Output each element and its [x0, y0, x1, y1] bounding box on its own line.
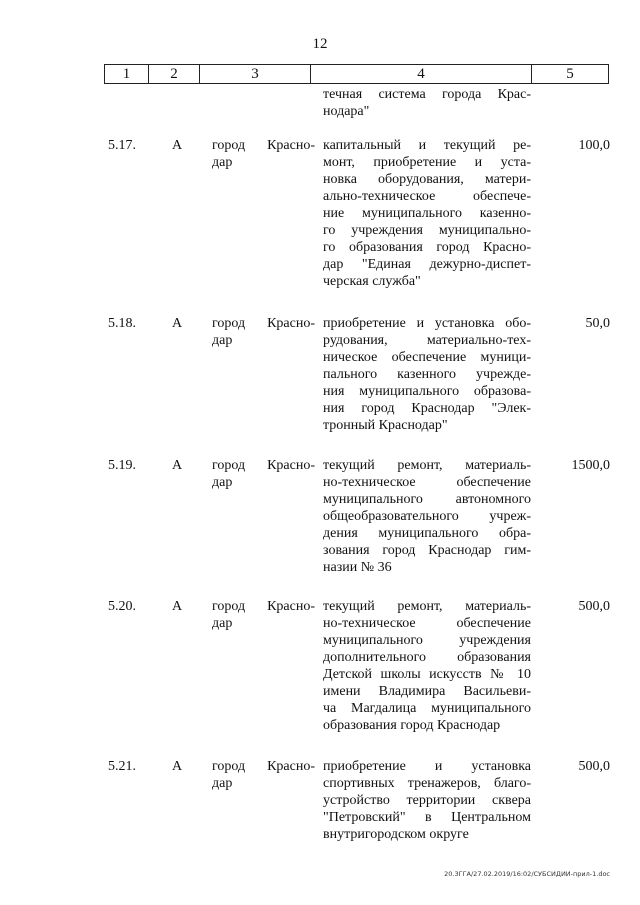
desc-line: дар "Единая дежурно-диспет-	[323, 257, 531, 272]
continued-line: течная система города Крас-	[323, 87, 531, 102]
place-word: город	[212, 458, 246, 473]
desc-line: го образования город Красно-	[323, 240, 531, 255]
place-word: город	[212, 599, 246, 614]
desc-line: рудования, материально-тех-	[323, 333, 531, 348]
desc-line: назии № 36	[323, 560, 392, 575]
place-word: Красно-	[267, 599, 315, 614]
desc-line: но-техническое обеспечение	[323, 616, 531, 631]
desc-line: ния город Краснодар "Элек-	[323, 401, 531, 416]
row-amount: 100,0	[578, 138, 610, 153]
desc-line: дения муниципального обра-	[323, 526, 531, 541]
desc-line: устройство территории сквера	[323, 793, 531, 808]
row-place	[212, 315, 315, 349]
row-amount: 500,0	[578, 759, 610, 774]
desc-line: общеобразовательного учреж-	[323, 509, 531, 524]
desc-line: но-техническое обеспечение	[323, 475, 531, 490]
continued-line: нодара"	[323, 104, 370, 119]
desc-line: новка оборудования, матери-	[323, 172, 531, 187]
column-header-2: 2	[149, 65, 200, 84]
row-place	[212, 758, 315, 792]
desc-line: тронный Краснодар"	[323, 418, 448, 433]
desc-line: монт, приобретение и уста-	[323, 155, 531, 170]
place-word: город	[212, 316, 246, 331]
row-amount: 1500,0	[571, 458, 610, 473]
place-word: Красно-	[267, 759, 315, 774]
column-header-5: 5	[532, 65, 609, 84]
desc-line: приобретение и установка	[323, 759, 531, 774]
desc-line: текущий ремонт, материаль-	[323, 599, 531, 614]
place-word: город	[212, 759, 246, 774]
document-footer: 20.3ГГА/27.02.2019/16:02/СУБСИДИИ-прил-1.doc	[444, 870, 610, 878]
row-number: 5.20.	[108, 599, 136, 614]
desc-line: имени Владимира Васильеви-	[323, 684, 531, 699]
desc-line: ническое обеспечение муници-	[323, 350, 531, 365]
place-word: дар	[212, 333, 233, 348]
desc-line: образования город Краснодар	[323, 718, 501, 733]
desc-line: приобретение и установка обо-	[323, 316, 531, 331]
desc-line: дополнительного образования	[323, 650, 531, 665]
row-category: А	[172, 458, 183, 473]
desc-line: "Петровский" в Центральном	[323, 810, 531, 825]
row-number: 5.17.	[108, 138, 136, 153]
place-word: город	[212, 138, 246, 153]
desc-line: го учреждения муниципально-	[323, 223, 531, 238]
desc-line: внутригородском округе	[323, 827, 469, 842]
row-category: А	[172, 138, 183, 153]
row-category: А	[172, 759, 183, 774]
row-category: А	[172, 316, 183, 331]
row-place	[212, 457, 315, 491]
desc-line: текущий ремонт, материаль-	[323, 458, 531, 473]
desc-line: спортивных тренажеров, благо-	[323, 776, 531, 791]
place-word: дар	[212, 475, 233, 490]
row-description	[323, 598, 531, 734]
place-word: дар	[212, 616, 233, 631]
continued-description	[323, 86, 531, 120]
desc-line: капитальный и текущий ре-	[323, 138, 531, 153]
desc-line: Детской школы искусств № 10	[323, 667, 531, 682]
column-header-3: 3	[200, 65, 311, 84]
row-description	[323, 315, 531, 434]
column-header-table	[104, 64, 609, 84]
row-number: 5.19.	[108, 458, 136, 473]
place-word: дар	[212, 776, 233, 791]
row-number: 5.21.	[108, 759, 136, 774]
desc-line: пального казенного учрежде-	[323, 367, 531, 382]
desc-line: муниципального автономного	[323, 492, 531, 507]
column-header-1: 1	[105, 65, 149, 84]
desc-line: муниципального учреждения	[323, 633, 531, 648]
row-place	[212, 598, 315, 632]
desc-line: зования город Краснодар гим-	[323, 543, 531, 558]
page-number: 12	[312, 36, 328, 52]
place-word: Красно-	[267, 316, 315, 331]
row-description	[323, 137, 531, 290]
desc-line: ние муниципального казенно-	[323, 206, 531, 221]
row-place	[212, 137, 315, 171]
desc-line: ально-техническое обеспече-	[323, 189, 531, 204]
row-category: А	[172, 599, 183, 614]
place-word: Красно-	[267, 138, 315, 153]
row-number: 5.18.	[108, 316, 136, 331]
place-word: Красно-	[267, 458, 315, 473]
desc-line: ча Магдалица муниципального	[323, 701, 531, 716]
desc-line: черская служба"	[323, 274, 421, 289]
row-amount: 500,0	[578, 599, 610, 614]
row-amount: 50,0	[585, 316, 610, 331]
place-word: дар	[212, 155, 233, 170]
row-description	[323, 758, 531, 843]
desc-line: ния муниципального образова-	[323, 384, 531, 399]
row-description	[323, 457, 531, 576]
column-header-4: 4	[311, 65, 532, 84]
